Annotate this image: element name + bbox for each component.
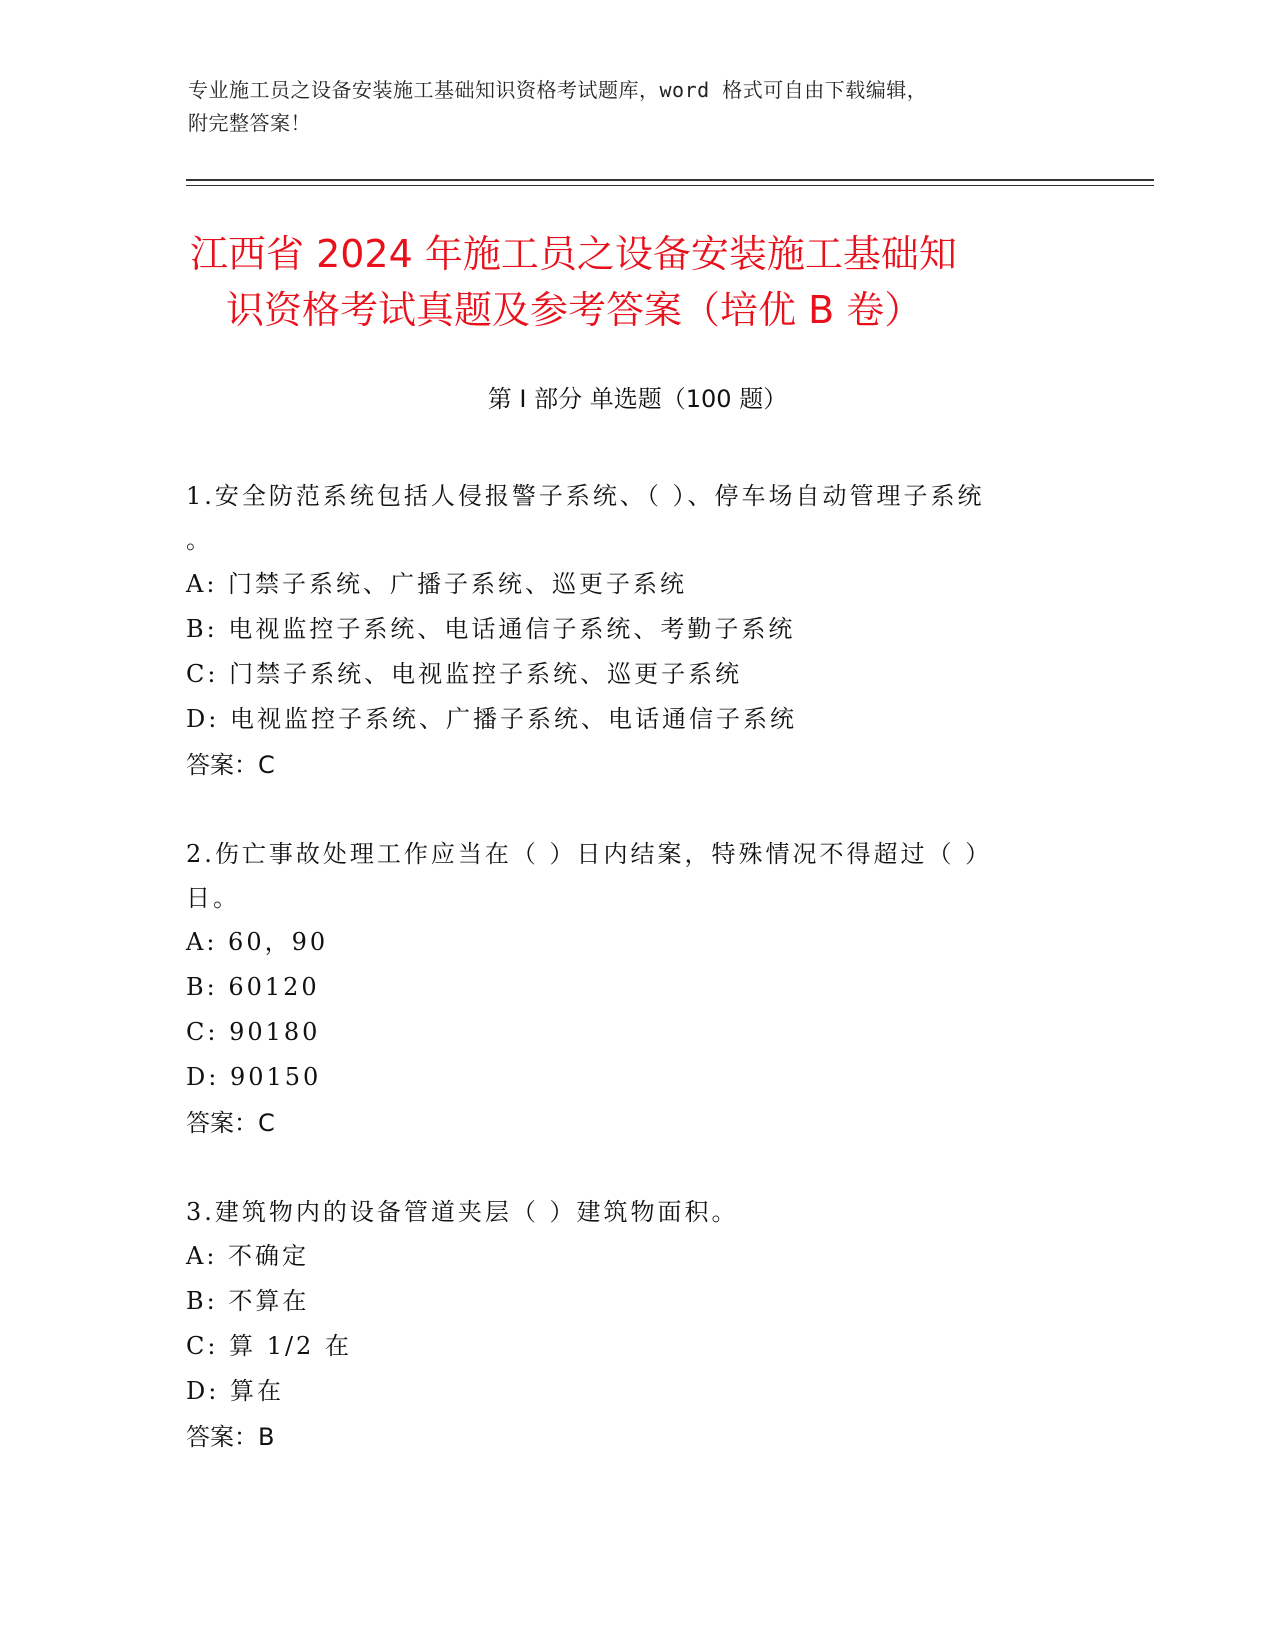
option-a: A: 门禁子系统、广播子系统、巡更子系统 bbox=[186, 570, 688, 598]
option-b: B: 不算在 bbox=[186, 1287, 310, 1315]
question-stem-line-1: 1.安全防范系统包括人侵报警子系统、（ ）、停车场自动管理子系统 bbox=[186, 482, 985, 510]
option-a: A: 60，90 bbox=[186, 928, 329, 956]
question-stem-line-2: 。 bbox=[186, 526, 213, 554]
question-2 bbox=[186, 832, 1086, 1146]
option-d: D: 90150 bbox=[186, 1063, 322, 1091]
option-b: B: 电视监控子系统、电话通信子系统、考勤子系统 bbox=[186, 615, 796, 643]
option-c: C: 算 1/2 在 bbox=[186, 1332, 352, 1360]
answer: 答案：C bbox=[186, 1109, 275, 1137]
option-d: D: 电视监控子系统、广播子系统、电话通信子系统 bbox=[186, 705, 797, 733]
option-b: B: 60120 bbox=[186, 973, 320, 1001]
header-divider-thick bbox=[186, 179, 1154, 181]
question-list bbox=[186, 474, 1086, 1504]
document-title bbox=[186, 226, 1090, 338]
question-stem-line-1: 3.建筑物内的设备管道夹层（ ）建筑物面积。 bbox=[186, 1198, 739, 1226]
header-divider-thin bbox=[186, 185, 1154, 186]
question-stem-line-1: 2.伤亡事故处理工作应当在（ ）日内结案，特殊情况不得超过（ ） bbox=[186, 840, 993, 868]
document-title-line-2: 识资格考试真题及参考答案（培优 B 卷） bbox=[226, 288, 923, 332]
section-title: 第 I 部分 单选题（100 题） bbox=[487, 385, 788, 413]
header-note bbox=[188, 74, 1068, 140]
document-title-line-1: 江西省 2024 年施工员之设备安装施工基础知 bbox=[190, 232, 957, 276]
answer: 答案：C bbox=[186, 751, 275, 779]
question-1 bbox=[186, 474, 1086, 788]
option-c: C: 门禁子系统、电视监控子系统、巡更子系统 bbox=[186, 660, 743, 688]
question-3 bbox=[186, 1190, 1086, 1460]
option-c: C: 90180 bbox=[186, 1018, 321, 1046]
option-a: A: 不确定 bbox=[186, 1242, 310, 1270]
answer: 答案：B bbox=[186, 1423, 275, 1451]
question-stem-line-2: 日。 bbox=[186, 884, 240, 912]
option-d: D: 算在 bbox=[186, 1377, 284, 1405]
header-note-line-1: 专业施工员之设备安装施工基础知识资格考试题库，word 格式可自由下载编辑， bbox=[188, 78, 928, 102]
header-note-line-2: 附完整答案！ bbox=[188, 111, 311, 135]
